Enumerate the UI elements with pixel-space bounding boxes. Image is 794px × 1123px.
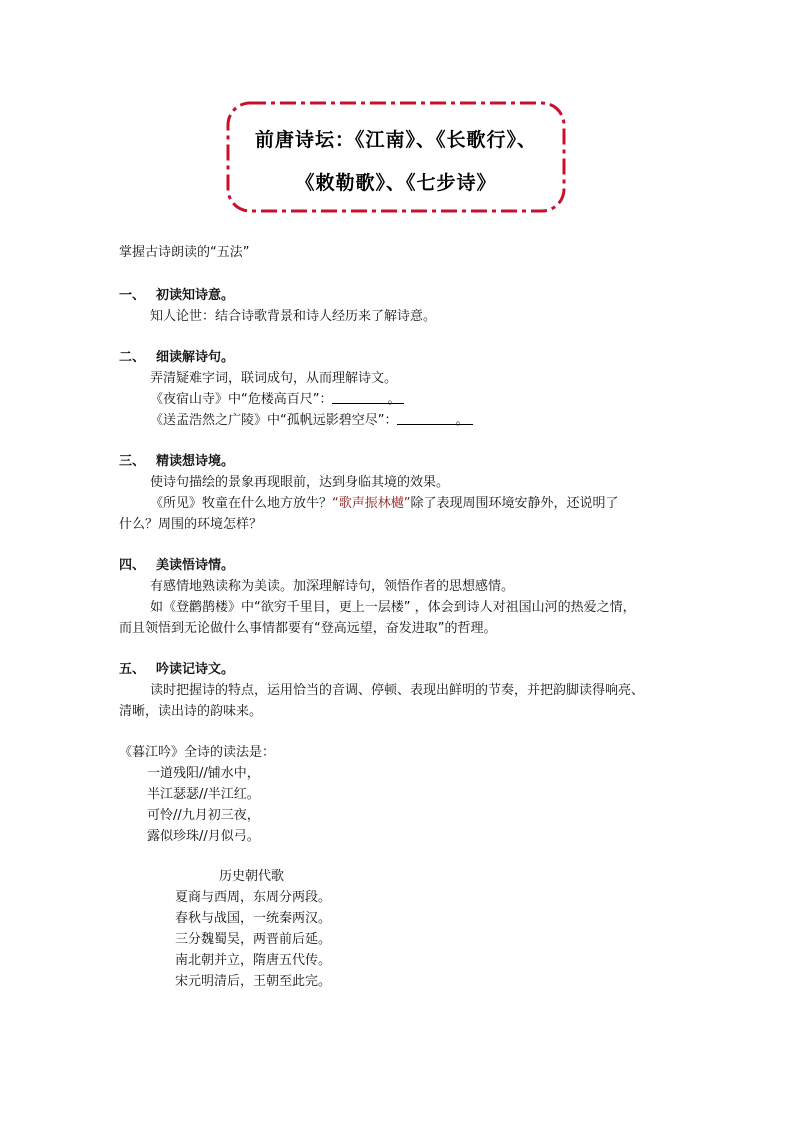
section-3-question-cont: 除了表现周围环境安静外，还说明了 [410, 496, 619, 511]
section-3-heading: 精读想诗境。 [156, 454, 235, 469]
section-3-line-1: 使诗句描绘的景象再现眼前，达到身临其境的效果。 [150, 475, 450, 490]
poem-line-4: 露似珍珠//月似弓。 [147, 829, 260, 844]
title-line-2: 《敕勒歌》、《七步诗》 [295, 172, 497, 194]
section-5-line-1: 读时把握诗的特点，运用恰当的音调、停顿、表现出鲜明的节奏，并把韵脚读得响亮、 [150, 683, 645, 698]
poem-intro: 《暮江吟》全诗的读法是： [119, 745, 276, 760]
section-1-heading: 初读知诗意。 [156, 288, 235, 303]
song-line-2: 春秋与战国，一统秦两汉。 [175, 911, 332, 926]
section-1-num: 一、 [119, 288, 146, 303]
blank-1-suffix: 。 [387, 392, 401, 407]
section-2-num: 二、 [119, 350, 146, 365]
song-line-1: 夏商与西周，东周分两段。 [175, 890, 332, 905]
section-3-line-2 [150, 495, 619, 513]
section-2-line-3 [150, 412, 473, 430]
section-4-num: 四、 [119, 558, 146, 573]
section-5-heading: 吟读记诗文。 [156, 662, 235, 677]
section-3-num: 三、 [119, 454, 146, 469]
section-4-line-3: 而且领悟到无论做什么事情都要有“登高远望，奋发进取”的哲理。 [119, 621, 497, 636]
poem-line-1: 一道残阳//铺水中， [147, 766, 260, 781]
section-2-line-1: 弄清疑难字词，联词成句，从而理解诗文。 [150, 371, 398, 386]
intro-text: 掌握古诗朗读的“五法” [119, 245, 250, 260]
section-4-line-1: 有感情地熟读称为美读。加深理解诗句，领悟作者的思想感情。 [150, 579, 515, 594]
section-3-quote: “歌声振林樾” [332, 496, 411, 511]
answer-blank-2 [397, 412, 473, 428]
section-4-line-2: 如《登鹳鹊楼》中“欲穷千里目，更上一层楼” ，体会到诗人对祖国山河的热爱之情， [150, 600, 636, 615]
answer-blank-1 [332, 391, 404, 407]
section-2-line-2-text: 《夜宿山寺》中“危楼高百尺”： [150, 392, 333, 407]
section-2-line-3-text: 《送孟浩然之广陵》中“孤帆远影碧空尽”： [150, 413, 398, 428]
section-2-line-2 [150, 391, 404, 409]
title-line-1: 前唐诗坛：《江南》、《长歌行》、 [254, 129, 537, 151]
section-5-line-2: 清晰，读出诗的韵味来。 [119, 704, 263, 719]
section-1-line-1: 知人论世：结合诗歌背景和诗人经历来了解诗意。 [150, 309, 437, 324]
section-4-heading: 美读悟诗情。 [156, 558, 235, 573]
song-line-4: 南北朝并立，隋唐五代传。 [175, 953, 332, 968]
song-line-5: 宋元明清后，王朝至此完。 [175, 974, 332, 989]
dashed-border [226, 101, 566, 213]
section-5-num: 五、 [119, 662, 146, 677]
poem-line-3: 可怜//九月初三夜， [147, 808, 260, 823]
blank-2-suffix: 。 [455, 413, 469, 428]
title-box [226, 101, 566, 213]
song-line-3: 三分魏蜀吴，两晋前后延。 [175, 932, 332, 947]
song-title: 历史朝代歌 [219, 869, 285, 884]
poem-line-2: 半江瑟瑟//半江红。 [147, 787, 260, 802]
section-3-question: 《所见》牧童在什么地方放牛？ [150, 496, 333, 511]
section-3-line-3: 什么？周围的环境怎样？ [119, 517, 263, 532]
section-2-heading: 细读解诗句。 [156, 350, 235, 365]
